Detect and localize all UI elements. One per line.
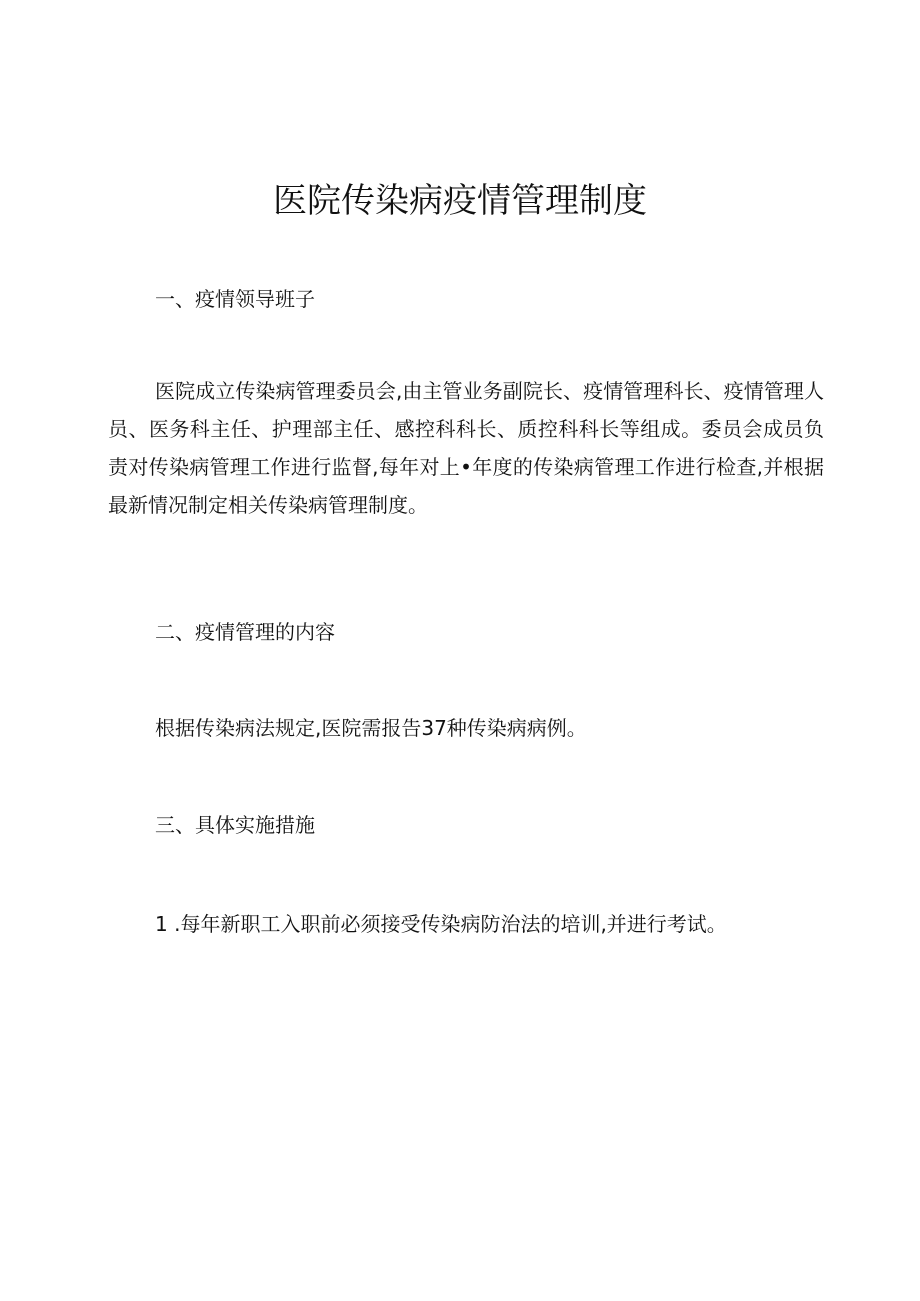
section-3-paragraph: 1 .每年新职工入职前必须接受传染病防治法的培训,并进行考试。 (155, 912, 727, 936)
document-title: 医院传染病疫情管理制度 (273, 181, 647, 221)
section-1-heading: 一、疫情领导班子 (155, 287, 315, 311)
section-2-heading: 二、疫情管理的内容 (155, 620, 335, 644)
section-1-paragraph: 医院成立传染病管理委员会,由主管业务副院长、疫情管理科长、疫情管理人员、医务科主任、护理部主任、感控科科长、质控科科长等组成。委员会成员负责对传染病管理工作进行监督,每年对上•年度的传染病管理工作进行检查,并根据最新情况制定相关传染病管理制度。 (108, 379, 824, 517)
section-3-heading: 三、具体实施措施 (155, 813, 315, 837)
section-2-paragraph: 根据传染病法规定,医院需报告37种传染病病例。 (155, 716, 587, 740)
